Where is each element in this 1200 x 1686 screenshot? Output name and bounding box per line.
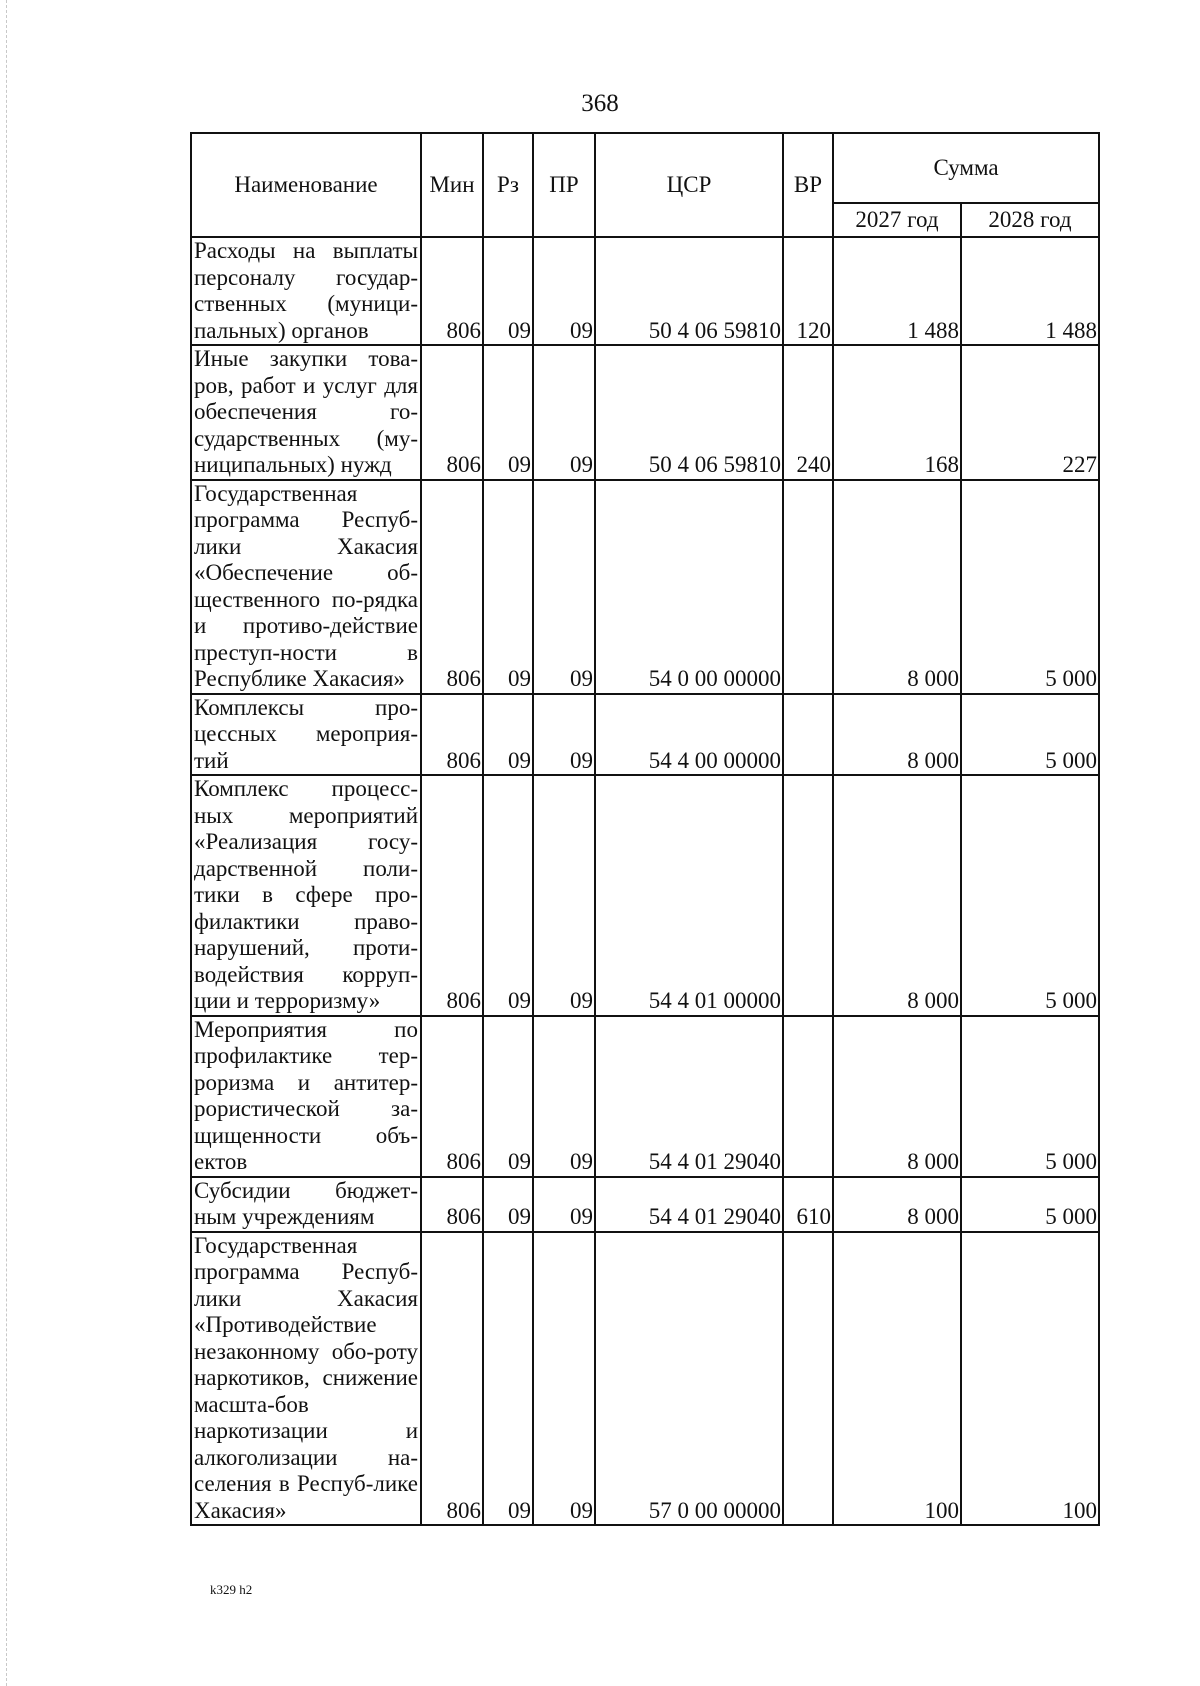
cell-pr: 09 (533, 1016, 595, 1177)
cell-pr: 09 (533, 775, 595, 1016)
cell-2027: 8 000 (833, 1016, 961, 1177)
cell-name: Комплекс процесс-ных мероприятий «Реализация госу-дарственной поли-тики в сфере про-филактики право-нарушений, проти-водействия корруп-ции и терроризму» (191, 775, 421, 1016)
scan-margin-line (6, 0, 7, 1686)
cell-vr: 240 (783, 345, 833, 480)
cell-2027: 8 000 (833, 694, 961, 776)
cell-rz: 09 (483, 1016, 533, 1177)
cell-2027: 100 (833, 1232, 961, 1526)
cell-vr (783, 1232, 833, 1526)
cell-rz: 09 (483, 345, 533, 480)
cell-min: 806 (421, 694, 483, 776)
header-row (191, 133, 1099, 203)
header-vr: ВР (783, 133, 833, 237)
cell-vr (783, 775, 833, 1016)
cell-min: 806 (421, 237, 483, 345)
cell-csr: 50 4 06 59810 (595, 345, 783, 480)
header-csr: ЦСР (595, 133, 783, 237)
header-rz: Рз (483, 133, 533, 237)
cell-name: Государственная программа Респуб-лики Хакасия «Противодействие незаконному обо-роту наркотиков, снижение масшта-бов наркотизации и алкоголизации на-селения в Респуб-лике Хакасия» (191, 1232, 421, 1526)
footer-code: k329 h2 (210, 1582, 253, 1597)
cell-rz: 09 (483, 1177, 533, 1232)
cell-pr: 09 (533, 694, 595, 776)
table-row (191, 237, 1099, 345)
cell-2028: 227 (961, 345, 1099, 480)
cell-pr: 09 (533, 480, 595, 694)
cell-vr (783, 1016, 833, 1177)
cell-min: 806 (421, 345, 483, 480)
cell-2028: 5 000 (961, 1016, 1099, 1177)
table-row (191, 694, 1099, 776)
cell-name: Расходы на выплаты персоналу государ-ственных (муници-пальных) органов (191, 237, 421, 345)
cell-2027: 168 (833, 345, 961, 480)
page-number: 368 (581, 90, 619, 117)
cell-2028: 100 (961, 1232, 1099, 1526)
header-sum: Сумма (833, 133, 1099, 203)
cell-2027: 1 488 (833, 237, 961, 345)
cell-csr: 54 4 01 29040 (595, 1177, 783, 1232)
cell-min: 806 (421, 1016, 483, 1177)
cell-name: Мероприятия по профилактике тер-роризма и антитер-рористической за-щищенности объ-ектов (191, 1016, 421, 1177)
table-row (191, 480, 1099, 694)
cell-pr: 09 (533, 1232, 595, 1526)
cell-rz: 09 (483, 694, 533, 776)
cell-name: Государственная программа Респуб-лики Хакасия «Обеспечение об-щественного по-рядка и противо-действие преступ-ности в Республике Хакасия» (191, 480, 421, 694)
table-row (191, 1016, 1099, 1177)
cell-2028: 5 000 (961, 694, 1099, 776)
header-year-2028: 2028 год (961, 203, 1099, 237)
table-row (191, 775, 1099, 1016)
table-body (191, 237, 1099, 1525)
budget-table (190, 132, 1100, 1526)
cell-csr: 54 4 01 29040 (595, 1016, 783, 1177)
cell-vr (783, 694, 833, 776)
cell-min: 806 (421, 775, 483, 1016)
cell-vr: 120 (783, 237, 833, 345)
cell-2028: 5 000 (961, 775, 1099, 1016)
cell-rz: 09 (483, 775, 533, 1016)
cell-2028: 1 488 (961, 237, 1099, 345)
cell-name: Комплексы про-цессных мероприя-тий (191, 694, 421, 776)
cell-pr: 09 (533, 345, 595, 480)
cell-csr: 57 0 00 00000 (595, 1232, 783, 1526)
table-row (191, 1232, 1099, 1526)
header-name: Наименование (191, 133, 421, 237)
table-row (191, 1177, 1099, 1232)
cell-csr: 54 0 00 00000 (595, 480, 783, 694)
cell-min: 806 (421, 480, 483, 694)
cell-2027: 8 000 (833, 775, 961, 1016)
header-min: Мин (421, 133, 483, 237)
cell-name: Иные закупки това-ров, работ и услуг для обеспечения го-сударственных (му-ниципальных) нужд (191, 345, 421, 480)
header-year-2027: 2027 год (833, 203, 961, 237)
table-row (191, 345, 1099, 480)
cell-csr: 54 4 00 00000 (595, 694, 783, 776)
cell-vr: 610 (783, 1177, 833, 1232)
cell-csr: 54 4 01 00000 (595, 775, 783, 1016)
cell-vr (783, 480, 833, 694)
cell-rz: 09 (483, 237, 533, 345)
cell-pr: 09 (533, 1177, 595, 1232)
cell-pr: 09 (533, 237, 595, 345)
cell-2028: 5 000 (961, 1177, 1099, 1232)
cell-min: 806 (421, 1177, 483, 1232)
cell-rz: 09 (483, 1232, 533, 1526)
cell-min: 806 (421, 1232, 483, 1526)
cell-name: Субсидии бюджет-ным учреждениям (191, 1177, 421, 1232)
cell-2027: 8 000 (833, 1177, 961, 1232)
cell-2027: 8 000 (833, 480, 961, 694)
cell-rz: 09 (483, 480, 533, 694)
header-pr: ПР (533, 133, 595, 237)
cell-2028: 5 000 (961, 480, 1099, 694)
cell-csr: 50 4 06 59810 (595, 237, 783, 345)
